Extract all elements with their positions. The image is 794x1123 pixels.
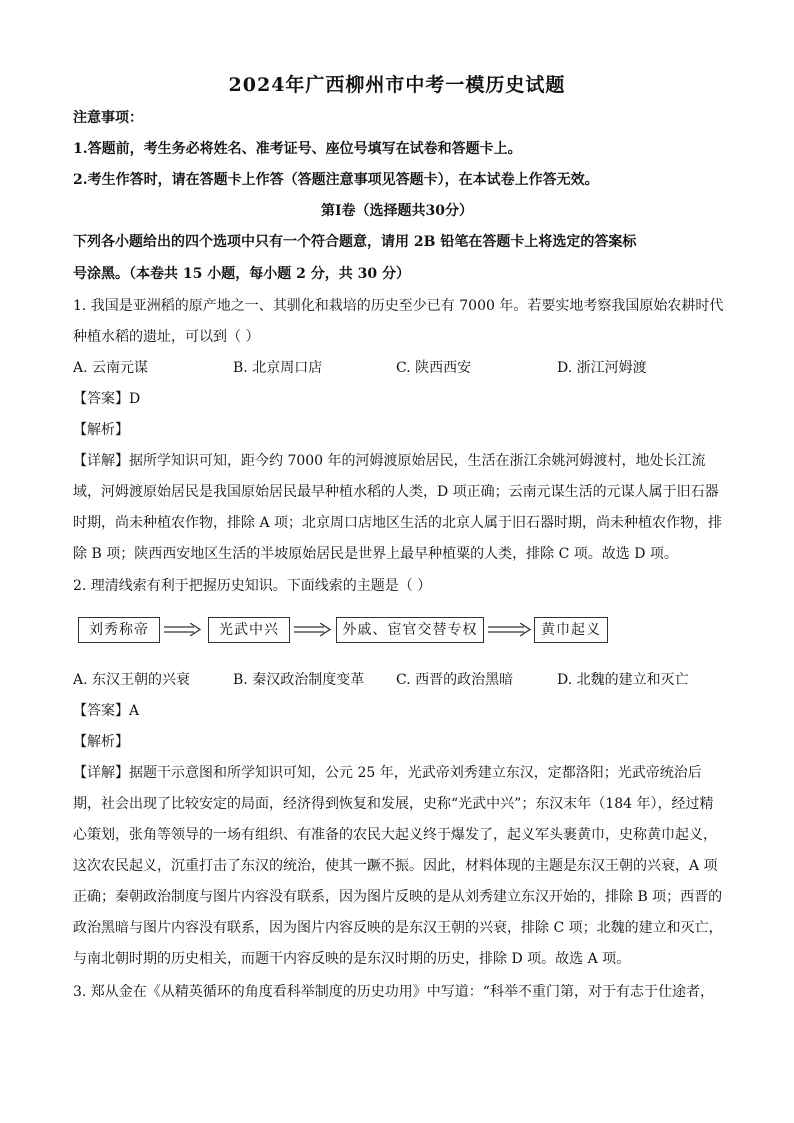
- flow-box-3: 外戚、宦官交替专权: [336, 617, 484, 643]
- notice-item-1: 1.答题前，考生务必将姓名、准考证号、座位号填写在试卷和答题卡上。: [73, 141, 522, 157]
- q2-detail-line: 与南北朝时期的历史相关，而题干内容反映的是东汉时期的历史，排除 D 项。故选 A 项。: [73, 951, 631, 967]
- q1-detail-line: 【详解】据所学知识可知，距今约 7000 年的河姆渡原始居民，生活在浙江余姚河姆渡村，地处长江流: [73, 453, 706, 469]
- q3-stem-line1: 3. 郑从金在《从精英循环的角度看科举制度的历史功用》中写道：“科举不重门第，对于有志于仕途者，: [73, 984, 714, 1000]
- q1-option-d: D. 浙江河姆渡: [557, 360, 647, 376]
- section-title: 第Ⅰ卷（选择题共30分）: [320, 203, 474, 219]
- flow-box-4: 黄巾起义: [534, 617, 608, 643]
- flow-box-1: 刘秀称帝: [78, 617, 160, 643]
- section-instruction-line2: 号涂黑。（本卷共 15 小题，每小题 2 分，共 30 分）: [73, 266, 410, 282]
- q2-detail-line: 期，社会出现了比较安定的局面，经济得到恢复和发展，史称“光武中兴”；东汉末年（184 年），经过精: [73, 796, 714, 812]
- q2-detail-line: 正确；秦朝政治制度与图片内容没有联系，因为图片反映的是从刘秀建立东汉开始的，排除 B 项；西晋的: [73, 889, 723, 905]
- section-instruction-line1: 下列各小题给出的四个选项中只有一个符合题意，请用 2B 铅笔在答题卡上将选定的答案标: [73, 234, 637, 250]
- q2-stem: 2. 理清线索有利于把握历史知识。下面线索的主题是（ ）: [73, 578, 432, 594]
- q1-stem-line2: 种植水稻的遗址，可以到（ ）: [73, 329, 260, 345]
- q2-option-c: C. 西晋的政治黑暗: [396, 672, 514, 688]
- q2-detail-line: 这次农民起义，沉重打击了东汉的统治，使其一蹶不振。因此，材料体现的主题是东汉王朝的兴衰，A 项: [73, 858, 718, 874]
- q2-detail-line: 政治黑暗与图片内容没有联系，因为图片内容反映的是东汉王朝的兴衰，排除 C 项；北魏的建立和灭亡，: [73, 920, 723, 936]
- q1-stem-line1: 1. 我国是亚洲稻的原产地之一、其驯化和栽培的历史至少已有 7000 年。若要实地考察我国原始农耕时代: [73, 298, 724, 314]
- q2-analysis-label: 【解析】: [73, 734, 129, 750]
- q2-detail-line: 【详解】据题干示意图和所学知识可知，公元 25 年，光武帝刘秀建立东汉，定都洛阳；光武帝统治后: [73, 765, 702, 781]
- notice-heading: 注意事项：: [73, 110, 143, 126]
- q2-option-b: B. 秦汉政治制度变革: [233, 672, 365, 688]
- q1-detail-line: 除 B 项；陕西西安地区生活的半坡原始居民是世界上最早种植粟的人类，排除 C 项。故选 D 项。: [73, 546, 678, 562]
- q1-detail-line: 域，河姆渡原始居民是我国原始居民最早种植水稻的人类，D 项正确；云南元谋生活的元谋人属于旧石器: [73, 484, 719, 500]
- q1-option-a: A. 云南元谋: [73, 360, 149, 376]
- q1-option-c: C. 陕西西安: [396, 360, 472, 376]
- q2-option-d: D. 北魏的建立和灭亡: [557, 672, 689, 688]
- notice-item-2: 2.考生作答时，请在答题卡上作答（答题注意事项见答题卡），在本试卷上作答无效。: [73, 172, 599, 188]
- q1-analysis-label: 【解析】: [73, 422, 129, 438]
- arrow-right-icon: [488, 623, 532, 637]
- q1-detail-line: 时期，尚未种植农作物，排除 A 项；北京周口店地区生活的北京人属于旧石器时期，尚未种植农作物，排: [73, 515, 723, 531]
- q1-option-b: B. 北京周口店: [233, 360, 323, 376]
- page-title: 2024年广西柳州市中考一模历史试题: [228, 74, 566, 96]
- arrow-right-icon: [294, 623, 332, 637]
- q1-answer: 【答案】D: [73, 391, 141, 407]
- arrow-right-icon: [164, 623, 202, 637]
- q2-option-a: A. 东汉王朝的兴衰: [73, 672, 191, 688]
- flow-box-2: 光武中兴: [208, 617, 290, 643]
- q2-detail-line: 心策划，张角等领导的一场有组织、有准备的农民大起义终于爆发了，起义军头裹黄巾，史称黄巾起义，: [73, 827, 717, 843]
- q2-answer: 【答案】A: [73, 703, 140, 719]
